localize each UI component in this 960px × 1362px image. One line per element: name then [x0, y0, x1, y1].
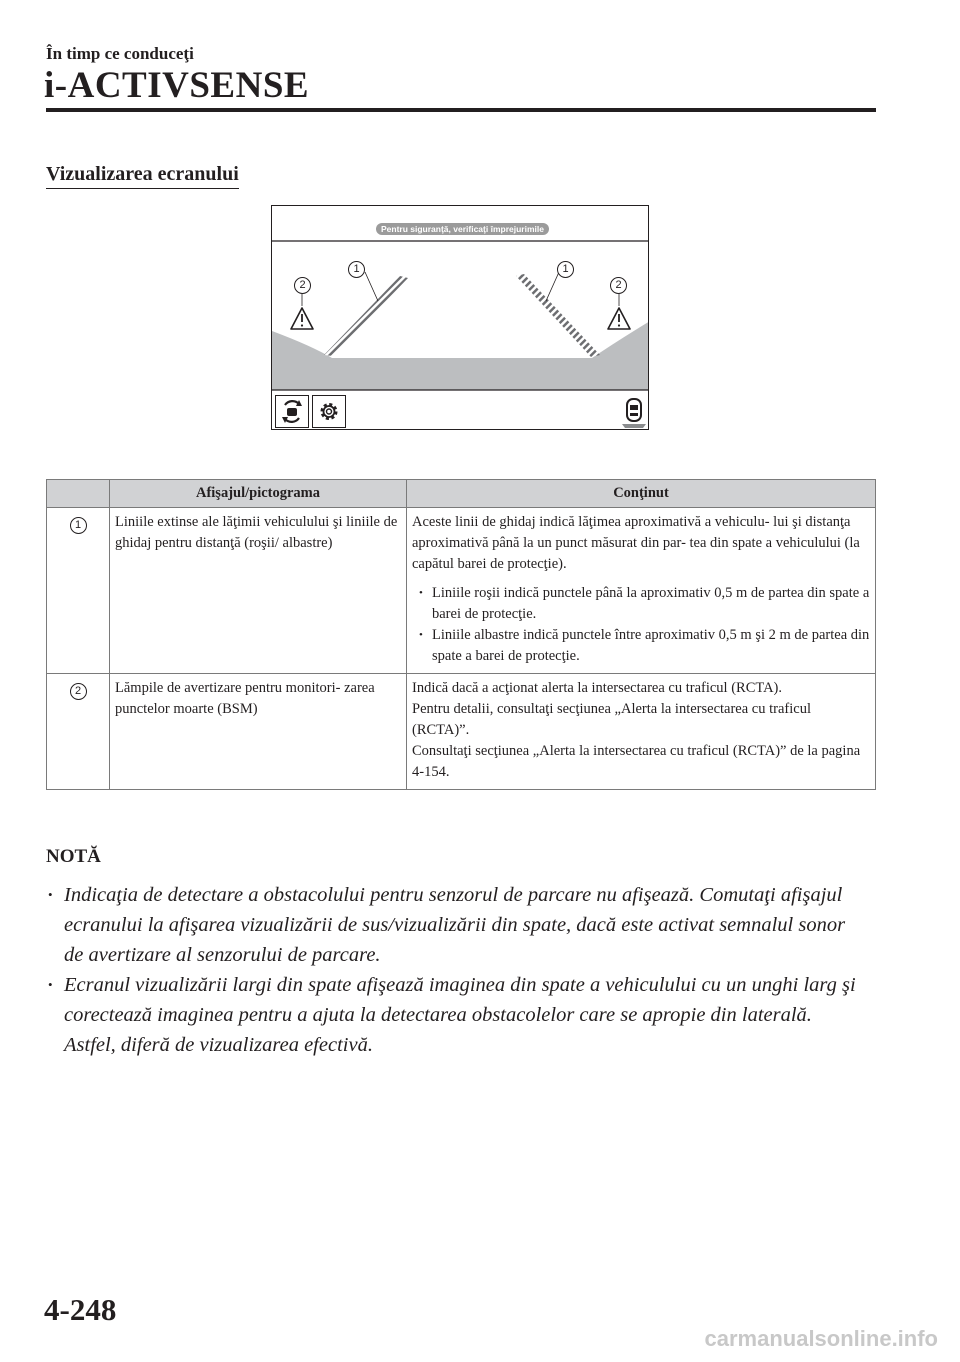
row-display-cell: Lămpile de avertizare pentru monitori- zarea punctelor moarte (BSM) — [110, 674, 407, 790]
list-item: • Liniile roşii indică punctele până la aproximativ 0,5 m de partea din spate a barei de protecţie. — [412, 583, 870, 625]
safety-banner: Pentru siguranţă, verificaţi împrejurimile — [376, 223, 549, 235]
note-item: • Ecranul vizualizării largi din spate afişează imaginea din spate a vehiculului cu un unghi larg şi corectează imaginea pentru a ajuta la detectarea obstacolelor care se apropie din laterală. Astfel, diferă de vizualizarea efectivă. — [46, 970, 856, 1060]
table-header-empty — [47, 480, 110, 508]
subheading: Vizualizarea ecranului — [46, 163, 239, 189]
settings-button[interactable] — [312, 395, 346, 428]
row-content-line: Pentru detalii, consultaţi secţiunea „Alerta la intersectarea cu traficul (RCTA)”. — [412, 701, 811, 738]
note-title: NOTĂ — [46, 846, 101, 867]
row-content-line: Consultaţi secţiunea „Alerta la intersectarea cu traficul (RCTA)” de la pagina 4-154. — [412, 743, 861, 780]
table-header-row — [47, 480, 876, 508]
view-switch-button[interactable] — [275, 395, 309, 428]
guide-line-left — [324, 276, 408, 356]
row-content-cell — [407, 508, 876, 674]
leader-line-1-left — [365, 272, 378, 301]
table-row — [47, 674, 876, 790]
section-title: i-ACTIVSENSE — [44, 65, 310, 106]
leader-line-1-right — [546, 272, 559, 301]
warning-triangle-left-icon — [291, 308, 313, 329]
table-row — [47, 508, 876, 674]
guide-line-right — [516, 274, 600, 357]
table-header-content: Conţinut — [407, 480, 876, 508]
row-content-cell — [407, 674, 876, 790]
camera-screen-illustration — [271, 205, 649, 430]
row-bullet-list — [412, 583, 870, 667]
screen-description-table — [46, 479, 876, 790]
row-number-badge: 1 — [70, 517, 87, 534]
row-display-cell: Liniile extinse ale lăţimii vehiculului şi liniile de ghidaj pentru distanţă (roşii/ albastre) — [110, 508, 407, 674]
gear-icon — [313, 396, 345, 427]
row-content-text: Aceste linii de ghidaj indică lăţimea aproximativă a vehiculu- lui şi distanţa aproximativă până la un punct măsurat din par- tea din spate a vehiculului (la capătul barei de protecţie). — [412, 514, 860, 572]
watermark: carmanualsonline.info — [704, 1326, 938, 1351]
chapter-title: În timp ce conduceţi — [46, 44, 194, 63]
row-content-line: Indică dacă a acţionat alerta la intersectarea cu traficul (RCTA). — [412, 680, 782, 696]
row-number-badge: 2 — [70, 683, 87, 700]
callout-2-right: 2 — [610, 277, 627, 294]
car-sensor-icon — [622, 399, 646, 428]
note-list — [46, 880, 856, 1060]
callout-2-left: 2 — [294, 277, 311, 294]
warning-triangle-right-icon — [608, 308, 630, 329]
table-header-display: Afişajul/pictograma — [110, 480, 407, 508]
page-number: 4-248 — [44, 1292, 117, 1327]
header-rule — [46, 108, 876, 112]
note-item: • Indicaţia de detectare a obstacolului pentru senzorul de parcare nu afişează. Comutaţi afişajul ecranului la afişarea vizualizării de sus/vizualizării din spate, dacă este activat semnalul sonor de avertizare al senzorului de parcare. — [46, 880, 856, 970]
callout-1-left: 1 — [348, 261, 365, 278]
view-switch-icon — [276, 396, 308, 427]
list-item: • Liniile albastre indică punctele între aproximativ 0,5 m şi 2 m de partea din spate a barei de protecţie. — [412, 625, 870, 667]
callout-1-right: 1 — [557, 261, 574, 278]
